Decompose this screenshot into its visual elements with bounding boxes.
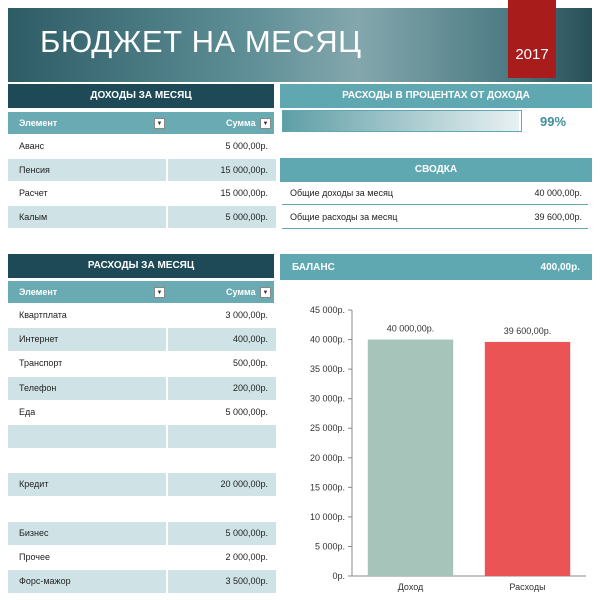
row-amount: 2 000,00р. — [225, 552, 268, 562]
row-amount: 500,00р. — [232, 358, 268, 369]
bar — [368, 340, 453, 576]
expenses-section-title: РАСХОДЫ ЗА МЕСЯЦ — [8, 254, 274, 278]
table-row[interactable] — [8, 206, 276, 228]
table-row[interactable] — [8, 304, 276, 327]
table-row[interactable] — [8, 522, 276, 545]
balance-label: БАЛАНС — [292, 262, 335, 273]
expenses-col-amount-label: Сумма — [226, 287, 256, 297]
y-tick-label: 10 000р. — [309, 511, 345, 522]
row-amount: 3 000,00р. — [225, 310, 268, 320]
y-tick-label: 30 000р. — [309, 393, 345, 404]
expense-percent-fill — [283, 111, 519, 131]
row-amount: 15 000,00р. — [220, 188, 268, 198]
table-row[interactable] — [8, 352, 276, 375]
row-amount: 15 000,00р. — [168, 159, 276, 181]
row-amount: 5 000,00р. — [225, 406, 268, 417]
row-amount: 200,00р. — [168, 377, 276, 400]
row-amount — [168, 425, 276, 448]
expense-percent-value: 99% — [539, 114, 567, 129]
row-amount: 400,00р. — [168, 328, 276, 351]
y-tick-label: 5 000р. — [314, 541, 345, 552]
row-item: Транспорт — [19, 358, 63, 369]
bar-data-label: 40 000,00р. — [386, 323, 435, 334]
row-item: Расчет — [19, 188, 48, 198]
row-item: Телефон — [8, 377, 166, 400]
expenses-col-item-label: Элемент — [19, 287, 58, 297]
row-amount — [168, 498, 276, 521]
table-row[interactable] — [8, 182, 276, 204]
balance-bar — [280, 254, 592, 280]
row-item: Квартплата — [19, 310, 67, 320]
summary-title: СВОДКА — [280, 158, 592, 182]
row-item: Аванс — [19, 141, 45, 151]
y-tick-label: 40 000р. — [309, 334, 345, 345]
row-item: Прочее — [19, 552, 50, 562]
year-label: 2017 — [515, 46, 549, 63]
row-item: Интернет — [8, 328, 166, 351]
y-tick-label: 25 000р. — [309, 423, 345, 434]
table-row[interactable] — [8, 570, 276, 593]
y-tick-label: 45 000р. — [309, 305, 345, 315]
summary-row-income — [282, 182, 588, 205]
table-row[interactable] — [8, 473, 276, 496]
row-amount: 5 000,00р. — [225, 141, 268, 151]
summary-row-expense — [282, 206, 588, 229]
y-tick-label: 0р. — [332, 571, 345, 581]
row-amount: 5 000,00р. — [168, 206, 276, 228]
row-item — [8, 498, 166, 521]
row-item: Еда — [19, 406, 36, 417]
y-tick-label: 15 000р. — [309, 482, 345, 493]
expenses-column-header — [8, 281, 274, 303]
table-row[interactable] — [8, 498, 276, 521]
expense-percent-bar — [282, 110, 522, 132]
row-item: Форс-мажор — [8, 570, 166, 593]
x-tick-label: Доход — [397, 582, 424, 592]
row-item: Бизнес — [8, 522, 166, 545]
row-item: Калым — [8, 206, 166, 228]
filter-dropdown-icon[interactable]: ▼ — [154, 118, 165, 129]
table-row[interactable] — [8, 377, 276, 400]
income-col-amount-label: Сумма — [226, 118, 256, 128]
table-row[interactable] — [8, 328, 276, 351]
bar — [485, 342, 570, 576]
table-row[interactable] — [8, 425, 276, 448]
table-row[interactable] — [8, 401, 276, 424]
bar-data-label: 39 600,00р. — [503, 325, 552, 336]
filter-dropdown-icon[interactable]: ▼ — [260, 118, 271, 129]
table-row[interactable] — [8, 546, 276, 569]
row-item: Кредит — [8, 473, 166, 496]
y-tick-label: 35 000р. — [309, 364, 345, 375]
summary-expense-value: 39 600,00р. — [534, 212, 582, 222]
table-row[interactable] — [8, 159, 276, 181]
y-tick-label: 20 000р. — [309, 452, 345, 463]
row-amount — [168, 449, 276, 472]
summary-expense-label: Общие расходы за месяц — [290, 212, 398, 222]
filter-dropdown-icon[interactable]: ▼ — [154, 287, 165, 298]
balance-chart — [280, 296, 596, 596]
balance-value: 400,00р. — [540, 262, 580, 273]
row-amount: 3 500,00р. — [168, 570, 276, 593]
x-tick-label: Расходы — [509, 582, 546, 592]
expense-percent-title: РАСХОДЫ В ПРОЦЕНТАХ ОТ ДОХОДА — [280, 84, 592, 108]
income-col-item-label: Элемент — [19, 118, 58, 128]
income-column-header — [8, 112, 274, 134]
filter-dropdown-icon[interactable]: ▼ — [260, 287, 271, 298]
row-amount: 5 000,00р. — [168, 522, 276, 545]
page-title: БЮДЖЕТ НА МЕСЯЦ — [40, 24, 362, 59]
summary-income-value: 40 000,00р. — [534, 188, 582, 198]
row-amount: 20 000,00р. — [168, 473, 276, 496]
table-row[interactable] — [8, 135, 276, 157]
row-item: Пенсия — [8, 159, 166, 181]
year-badge — [508, 0, 556, 78]
row-item — [8, 425, 166, 448]
row-item — [8, 449, 166, 472]
table-row[interactable] — [8, 449, 276, 472]
income-section-title: ДОХОДЫ ЗА МЕСЯЦ — [8, 84, 274, 108]
summary-income-label: Общие доходы за месяц — [290, 188, 394, 198]
